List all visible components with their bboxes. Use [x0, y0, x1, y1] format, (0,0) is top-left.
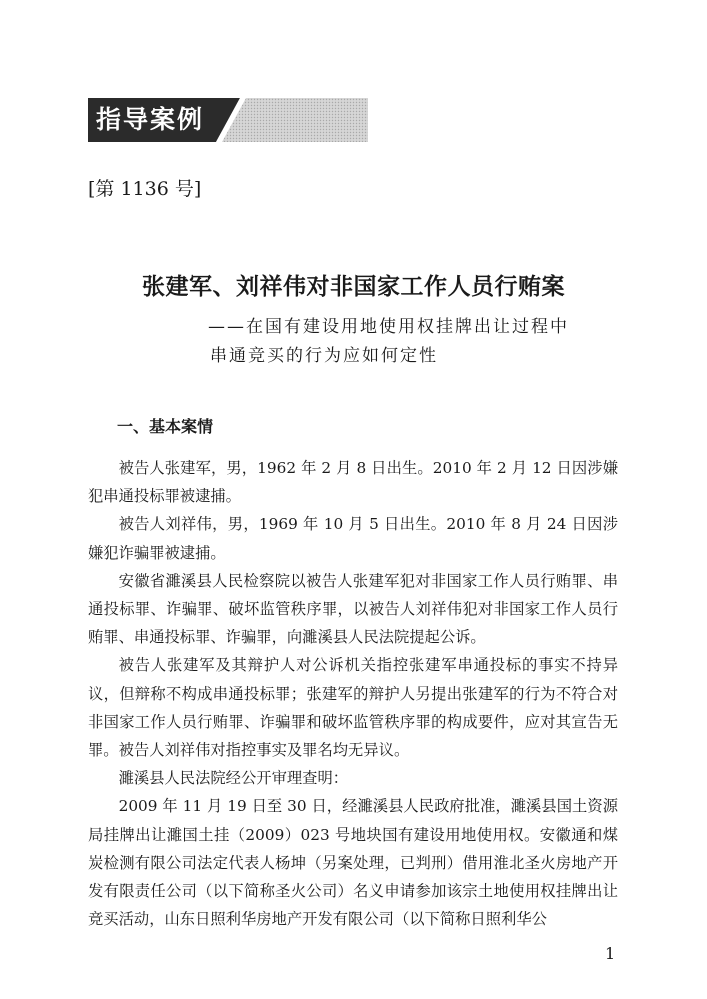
banner-label: 指导案例	[96, 105, 205, 134]
paragraph-facts: 2009 年 11 月 19 日至 30 日，经濉溪县人民政府批准，濉溪县国土资源局挂牌出让濉国土挂（2009）023 号地块国有建设用地使用权。安徽通和煤炭检测有限公司法定代表人杨坤（另案处理，已判刑）借用淮北圣火房地产开发有限责任公司（以下简称圣火公司）名义申请参加该宗土地使用权挂牌出让竞买活动，山东日照利华房地产开发有限公司（以下简称日照利华公	[88, 797, 618, 929]
subtitle-line-2: 串通竞买的行为应如何定性	[210, 346, 438, 366]
case-body-text	[88, 454, 618, 933]
paragraph-court-findings-intro: 濉溪县人民法院经公开审理查明：	[118, 769, 349, 788]
paragraph-defendant-zhang: 被告人张建军，男，1962 年 2 月 8 日出生。2010 年 2 月 12 日因涉嫌犯串通投标罪被逮捕。	[88, 459, 618, 506]
page-number: 1	[605, 944, 616, 963]
paragraph-defendant-liu: 被告人刘祥伟，男，1969 年 10 月 5 日出生。2010 年 8 月 24 日因涉嫌犯诈骗罪被逮捕。	[88, 515, 618, 562]
guiding-case-banner	[88, 98, 368, 142]
page-title: 张建军、刘祥伟对非国家工作人员行贿案	[142, 273, 565, 300]
paragraph-defense: 被告人张建军及其辩护人对公诉机关指控张建军串通投标的事实不持异议，但辩称不构成串通投标罪；张建军的辩护人另提出张建军的行为不符合对非国家工作人员行贿罪、诈骗罪和破坏监管秩序罪的构成要件，应对其宣告无罪。被告人刘祥伟对指控事实及罪名均无异议。	[88, 656, 618, 760]
section-heading: 一、基本案情	[117, 417, 214, 436]
paragraph-prosecution: 安徽省濉溪县人民检察院以被告人张建军犯对非国家工作人员行贿罪、串通投标罪、诈骗罪、破坏监管秩序罪，以被告人刘祥伟犯对非国家工作人员行贿罪、串通投标罪、诈骗罪，向濉溪县人民法院提起公诉。	[88, 571, 618, 647]
case-number: [第 1136 号]	[88, 178, 202, 200]
subtitle-line-1: ——在国有建设用地使用权挂牌出让过程中	[208, 317, 569, 337]
